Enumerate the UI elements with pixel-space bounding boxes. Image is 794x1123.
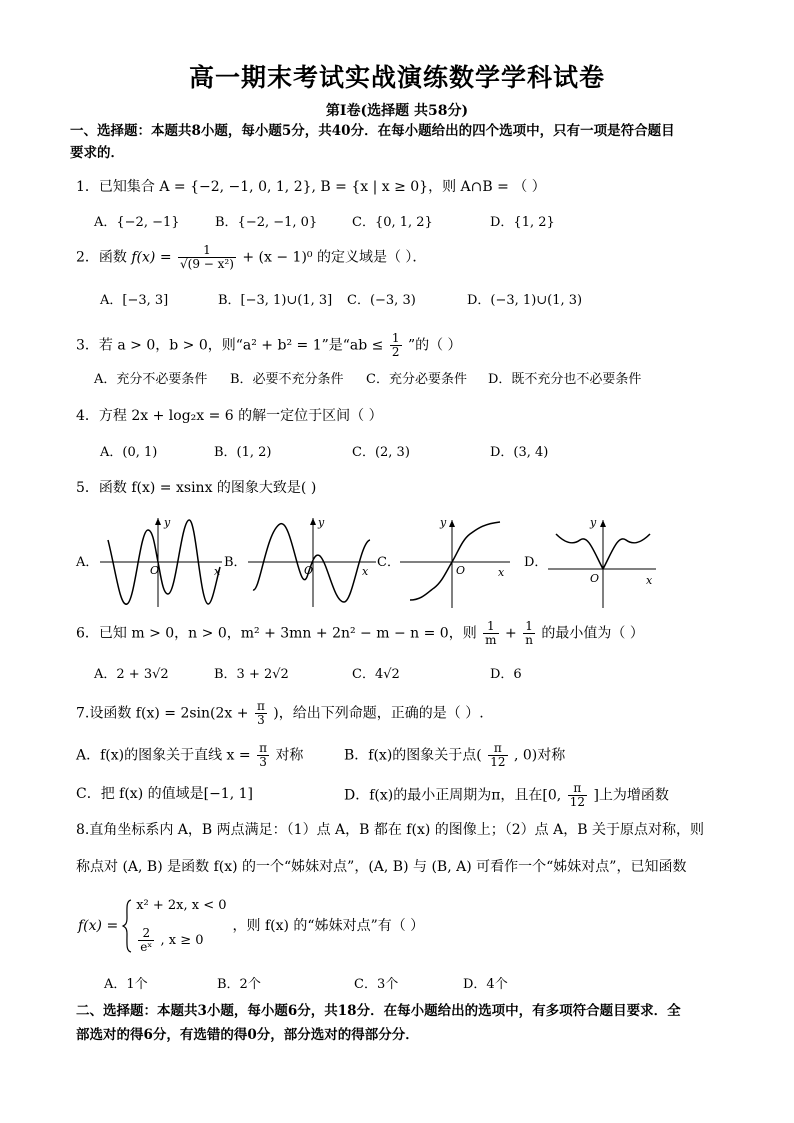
q5-graph-a — [100, 512, 225, 612]
q7-option-c: C．把 f(x) 的值域是[−1, 1] — [76, 786, 253, 802]
q6-stem-b: 的最小值为（ ） — [541, 625, 644, 642]
page-subtitle: 第Ⅰ卷(选择题 共58分) — [325, 103, 469, 119]
q7-option-b — [344, 742, 565, 769]
q3-option-c: C．充分必要条件 — [366, 372, 467, 387]
q3-stem — [76, 332, 462, 359]
q5-graph-d — [548, 512, 658, 612]
q8-option-c: C．3个 — [354, 977, 399, 992]
q2-rest: + (x − 1)⁰ 的定义域是（ ）． — [242, 249, 427, 266]
q2-fraction-num: 1 — [178, 244, 236, 258]
x-axis-label: x — [214, 565, 221, 578]
q6-stem — [76, 620, 644, 647]
q6-fraction-2 — [523, 620, 535, 647]
q7-option-a-den: 3 — [259, 755, 267, 769]
q7-option-a-text: A．f(x)的图象关于直线 x = — [76, 747, 251, 764]
q4-option-a: A．(0, 1) — [100, 445, 158, 460]
x-axis-label: x — [498, 566, 505, 579]
q8-line1: 8.直角坐标系内 A，B 两点满足：（1）点 A，B 都在 f(x) 的图像上；（2）点 A，B 关于原点对称，则 — [76, 822, 704, 838]
y-axis-arrow — [310, 518, 316, 525]
section2-line1: 二、选择题：本题共3小题，每小题6分，共18分．在每小题给出的选项中，有多项符合题目要求．全 — [76, 1003, 681, 1019]
y-axis-label: y — [440, 516, 447, 529]
q8-tail: ，则 f(x) 的“姊妹对点”有（ ） — [232, 918, 425, 934]
q6-stem-a: 6．已知 m > 0，n > 0，m² + 3mn + 2n² − m − n = 0，则 — [76, 625, 477, 642]
origin-label: O — [304, 564, 314, 577]
q5-option-d-label: D． — [524, 555, 548, 570]
page-title: 高一期末考试实战演练数学学科试卷 — [188, 63, 605, 92]
q7-fraction-num: π — [256, 699, 265, 713]
y-axis-label: y — [590, 516, 597, 529]
q8-cases — [136, 898, 226, 954]
q7-option-d-fraction — [568, 782, 587, 809]
q3-option-d: D．既不充分也不必要条件 — [488, 372, 642, 387]
q7-option-b-num: π — [488, 742, 507, 756]
q7-option-b-tail: , 0)对称 — [513, 747, 566, 764]
q8-case-1: x² + 2x, x < 0 — [136, 898, 227, 913]
q1-option-d: D．{1, 2} — [490, 215, 555, 230]
q3-option-b: B．必要不充分条件 — [230, 372, 344, 387]
q6-option-c: C．4√2 — [352, 667, 400, 682]
q7-option-d-text: D．f(x)的最小正周期为π，且在[0, — [344, 787, 562, 804]
q8-line2: 称点对 (A, B) 是函数 f(x) 的一个“姊妹对点”，(A, B) 与 (B, A) 可看作一个“姊妹对点”，已知函数 — [76, 859, 687, 875]
q7-fraction — [255, 700, 267, 727]
y-axis-arrow — [600, 520, 606, 527]
q2-option-d: D．(−3, 1)∪(1, 3) — [467, 293, 583, 308]
curve-c — [410, 522, 500, 600]
q5-stem: 5．函数 f(x) = xsinx 的图象大致是( ) — [76, 480, 317, 496]
section1-line1: 一、选择题：本题共8小题，每小题5分，共40分．在每小题给出的四个选项中，只有一项是符合题目 — [70, 123, 675, 139]
q5-graph-c — [400, 512, 512, 612]
q7-stem — [76, 700, 484, 727]
q6-fraction-1-den: m — [485, 633, 497, 647]
q8-case-2 — [136, 927, 226, 954]
q7-stem-b: )，给出下列命题，正确的是（ ）. — [273, 705, 484, 722]
q7-option-d-den: 12 — [569, 795, 585, 809]
q6-plus: + — [505, 625, 517, 642]
q1-option-b: B．{−2, −1, 0} — [215, 215, 318, 230]
q8-piecewise — [78, 898, 424, 954]
q3-stem-b: ”的（ ） — [407, 337, 462, 354]
q2-fx: f(x) = — [131, 249, 172, 266]
y-axis-label: y — [318, 516, 325, 529]
section1-line2: 要求的． — [70, 145, 124, 161]
section2-line2: 部选对的得6分，有选错的得0分，部分选对的得部分分． — [76, 1027, 419, 1043]
q8-case-2-cond: , x ≥ 0 — [160, 933, 204, 948]
q2-option-a: A．[−3, 3] — [100, 293, 169, 308]
q3-fraction-den: 2 — [391, 345, 400, 359]
q5-option-b-label: B． — [224, 555, 247, 570]
q4-option-d: D．(3, 4) — [490, 445, 549, 460]
q7-option-d-num: π — [568, 782, 587, 796]
q6-fraction-1 — [483, 620, 498, 647]
q3-fraction-num: 1 — [391, 331, 400, 345]
q2-option-b: B．[−3, 1)∪(1, 3] — [218, 293, 333, 308]
q8-case-2-fraction — [138, 927, 154, 954]
q7-option-b-text: B．f(x)的图象关于点( — [344, 747, 482, 764]
q8-option-b: B．2个 — [217, 977, 261, 992]
y-axis-arrow — [449, 520, 455, 527]
q6-fraction-2-num: 1 — [523, 620, 535, 634]
origin-label: O — [456, 564, 466, 577]
q6-option-a: A．2 + 3√2 — [94, 667, 169, 682]
q3-fraction — [390, 332, 402, 359]
q1-option-a: A．{−2, −1} — [94, 215, 180, 230]
q8-option-a: A．1个 — [104, 977, 148, 992]
q8-case-2-den: eˣ — [140, 940, 153, 954]
q6-fraction-1-num: 1 — [483, 620, 498, 634]
q6-fraction-2-den: n — [525, 633, 533, 647]
q3-stem-a: 3．若 a > 0，b > 0，则“a² + b² = 1”是“ab ≤ — [76, 337, 384, 354]
origin-label: O — [590, 572, 600, 585]
q1-stem: 1．已知集合 A = {−2, −1, 0, 1, 2}, B = {x | x ≥ 0}，则 A∩B = （ ） — [76, 179, 546, 195]
q8-fx: f(x) = — [78, 918, 119, 934]
q6-option-b: B．3 + 2√2 — [214, 667, 289, 682]
q4-stem: 4．方程 2x + log₂x = 6 的解一定位于区间（ ） — [76, 408, 383, 424]
x-axis-label: x — [646, 574, 653, 587]
q5-graph-b — [248, 512, 378, 612]
y-axis-label: y — [164, 516, 171, 529]
q5-option-a-label: A． — [76, 555, 99, 570]
q2-stem — [76, 244, 426, 271]
q6-option-d: D．6 — [490, 667, 522, 682]
x-axis-label: x — [362, 565, 369, 578]
q2-fraction — [178, 244, 236, 271]
q4-option-c: C．(2, 3) — [352, 445, 410, 460]
q5-option-c-label: C． — [377, 555, 400, 570]
q4-option-b: B．(1, 2) — [214, 445, 272, 460]
q7-option-a-fraction — [257, 742, 269, 769]
q1-option-c: C．{0, 1, 2} — [352, 215, 433, 230]
curve-b — [253, 524, 370, 602]
q7-option-a-num: π — [259, 741, 267, 755]
q2-prefix: 2．函数 — [76, 249, 127, 266]
left-brace-icon — [121, 898, 133, 954]
q7-stem-a: 7.设函数 f(x) = 2sin(2x + — [76, 705, 249, 722]
q7-option-a-tail: 对称 — [275, 747, 304, 764]
q2-fraction-den: √(9 − x²) — [180, 257, 234, 271]
q7-option-d-tail: ]上为增函数 — [593, 787, 669, 804]
q7-option-b-den: 12 — [490, 755, 506, 769]
origin-label: O — [150, 564, 160, 577]
y-axis-arrow — [155, 518, 161, 525]
q8-piecewise-row — [78, 898, 424, 954]
q7-option-b-fraction — [488, 742, 507, 769]
q8-case-2-num: 2 — [138, 927, 154, 941]
q2-option-c: C．(−3, 3) — [347, 293, 416, 308]
q7-fraction-den: 3 — [257, 713, 265, 727]
q3-option-a: A．充分不必要条件 — [94, 372, 208, 387]
q7-option-a — [76, 742, 303, 769]
q7-option-d — [344, 782, 669, 809]
q8-option-d: D．4个 — [463, 977, 508, 992]
